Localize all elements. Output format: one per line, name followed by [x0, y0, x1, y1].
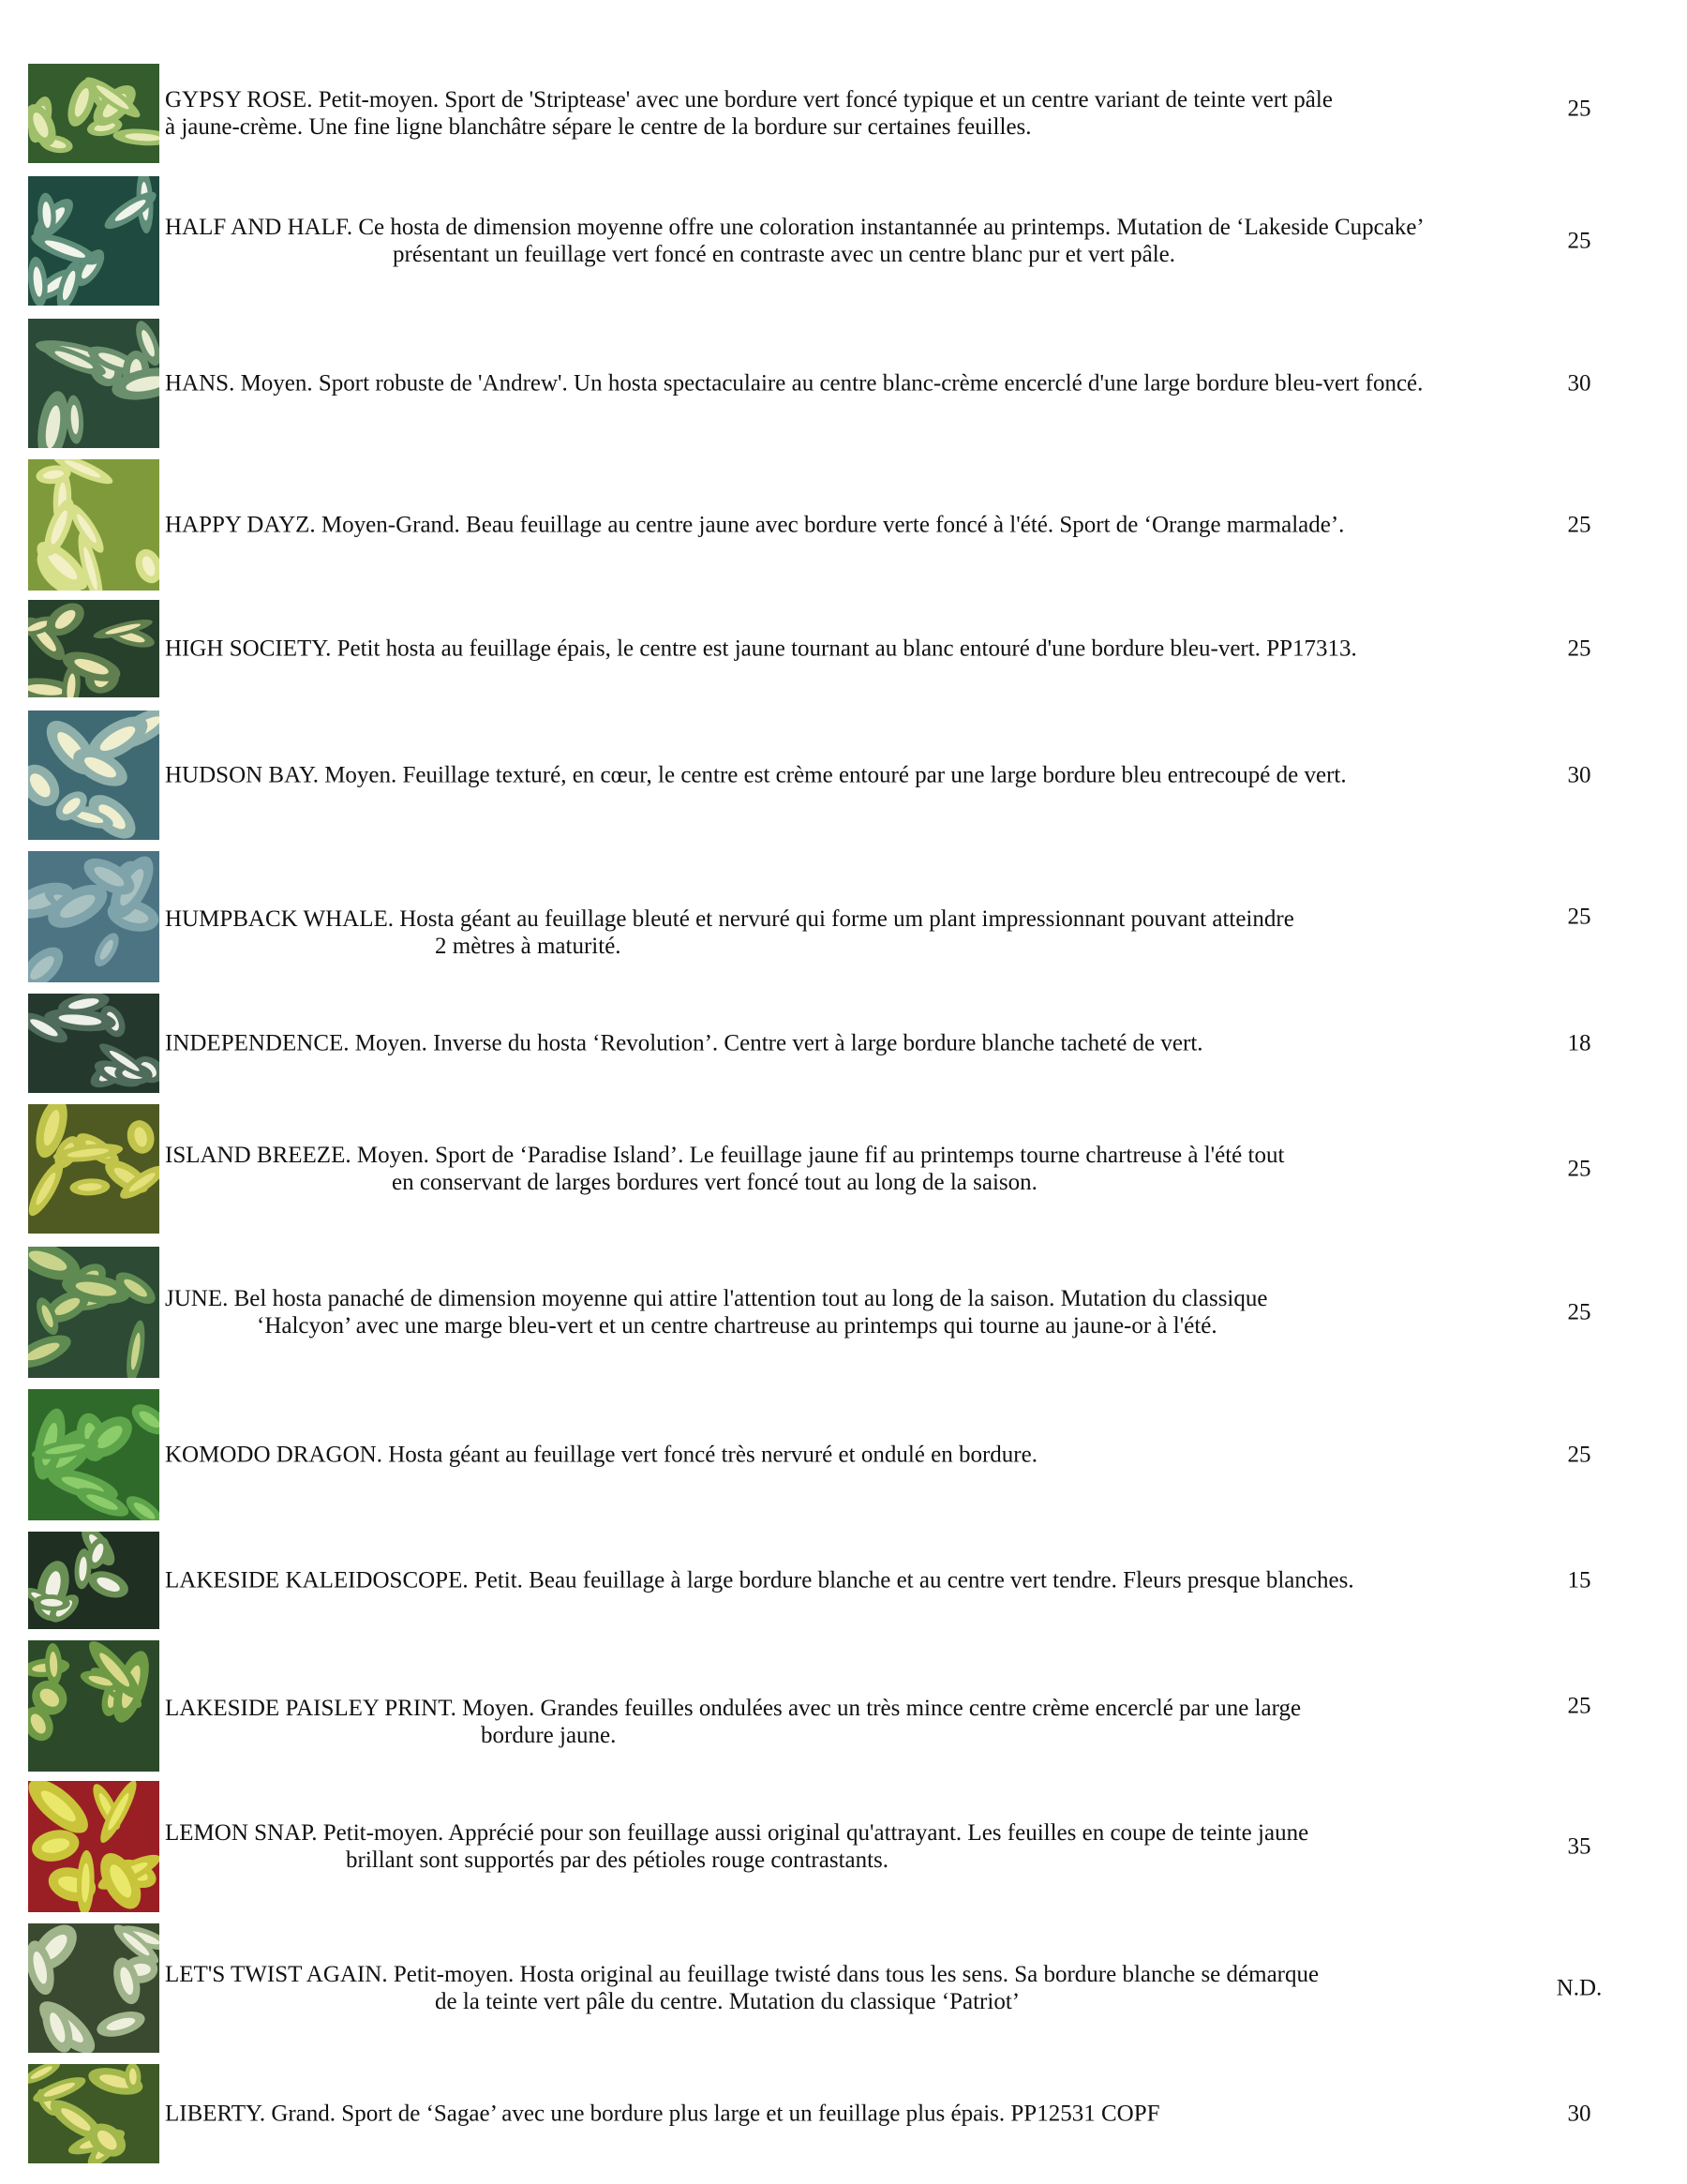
description-line-2: 2 mètres à maturité.	[435, 933, 621, 959]
description-line-2: présentant un feuillage vert foncé en contraste avec un centre blanc pur et vert pâle.	[393, 242, 1176, 267]
variety-description	[165, 1819, 1552, 1874]
description-line-1: LEMON SNAP. Petit-moyen. Apprécié pour son feuillage aussi original qu'attrayant. Les feuilles en coupe de teinte jaune	[165, 1820, 1309, 1846]
hosta-photo	[28, 1640, 159, 1772]
price: 25	[1567, 1299, 1591, 1325]
catalog-row	[0, 711, 1687, 840]
description-line-1: HUDSON BAY. Moyen. Feuillage texturé, en cœur, le centre est crème entouré par une large bordure bleu entrecoupé de vert.	[165, 762, 1347, 788]
catalog-row	[0, 459, 1687, 591]
hosta-photo	[28, 600, 159, 697]
catalog-row	[0, 1247, 1687, 1378]
price: 25	[1567, 512, 1591, 538]
description-line-2: ‘Halcyon’ avec une marge bleu-vert et un centre chartreuse au printemps qui tourne au jaune-or à l'été.	[257, 1313, 1217, 1339]
variety-description	[165, 370, 1552, 397]
price: 30	[1567, 762, 1591, 788]
description-line-1: JUNE. Bel hosta panaché de dimension moyenne qui attire l'attention tout au long de la saison. Mutation du classique	[165, 1286, 1268, 1311]
hosta-photo	[28, 711, 159, 840]
hosta-photo	[28, 1923, 159, 2053]
description-line-1: HAPPY DAYZ. Moyen-Grand. Beau feuillage au centre jaune avec bordure verte foncé à l'été. Sport de ‘Orange marmalade’.	[165, 512, 1345, 538]
hosta-photo	[28, 459, 159, 591]
variety-description	[165, 905, 1552, 960]
description-line-1: GYPSY ROSE. Petit-moyen. Sport de 'Striptease' avec une bordure vert foncé typique et un centre variant de teinte vert pâle	[165, 87, 1333, 112]
catalog-row	[0, 64, 1687, 163]
catalog-row	[0, 1640, 1687, 1772]
hosta-photo	[28, 1389, 159, 1520]
description-line-2: en conservant de larges bordures vert foncé tout au long de la saison.	[392, 1170, 1038, 1195]
variety-description	[165, 1142, 1552, 1196]
catalog-row	[0, 2064, 1687, 2163]
variety-description	[165, 86, 1552, 141]
price: 25	[1567, 228, 1591, 254]
description-line-1: HIGH SOCIETY. Petit hosta au feuillage épais, le centre est jaune tournant au blanc entouré d'une bordure bleu-vert. PP17313.	[165, 636, 1357, 662]
variety-description	[165, 2101, 1552, 2128]
price: 30	[1567, 370, 1591, 396]
variety-description	[165, 762, 1552, 789]
price: 25	[1567, 636, 1591, 662]
hosta-photo	[28, 1532, 159, 1629]
variety-description	[165, 214, 1552, 268]
description-line-1: LAKESIDE KALEIDOSCOPE. Petit. Beau feuillage à large bordure blanche et au centre vert tendre. Fleurs presque blanches.	[165, 1567, 1354, 1593]
hosta-photo	[28, 319, 159, 448]
price: 25	[1567, 904, 1591, 930]
description-line-1: LET'S TWIST AGAIN. Petit-moyen. Hosta original au feuillage twisté dans tous les sens. Sa bordure blanche se démarque	[165, 1962, 1320, 1987]
description-line-2: brillant sont supportés par des pétioles rouge contrastants.	[346, 1847, 889, 1873]
hosta-photo	[28, 851, 159, 982]
catalog-row	[0, 319, 1687, 448]
catalog-row	[0, 1104, 1687, 1234]
price: 18	[1567, 1030, 1591, 1056]
variety-description	[165, 1695, 1552, 1749]
variety-description	[165, 1442, 1552, 1469]
description-line-2: à jaune-crème. Une fine ligne blanchâtre sépare le centre de la bordure sur certaines feuilles.	[165, 114, 1032, 140]
catalog-row	[0, 1781, 1687, 1912]
price: 30	[1567, 2101, 1591, 2127]
catalog-row	[0, 176, 1687, 306]
variety-description	[165, 636, 1552, 663]
description-line-2: bordure jaune.	[481, 1722, 617, 1748]
variety-description	[165, 1030, 1552, 1057]
description-line-1: HUMPBACK WHALE. Hosta géant au feuillage bleuté et nervuré qui forme um plant impressionnant pouvant atteindre	[165, 905, 1294, 932]
description-line-1: LIBERTY. Grand. Sport de ‘Sagae’ avec une bordure plus large et un feuillage plus épais. PP12531 COPF	[165, 2101, 1160, 2127]
catalog-row	[0, 600, 1687, 697]
hosta-photo	[28, 2064, 159, 2163]
hosta-photo	[28, 994, 159, 1093]
description-line-2: de la teinte vert pâle du centre. Mutation du classique ‘Patriot’	[435, 1989, 1021, 2014]
description-line-1: ISLAND BREEZE. Moyen. Sport de ‘Paradise Island’. Le feuillage jaune fif au printemps tourne chartreuse à l'été tout	[165, 1143, 1285, 1168]
price: 25	[1567, 1442, 1591, 1468]
catalog-row	[0, 851, 1687, 982]
description-line-1: KOMODO DRAGON. Hosta géant au feuillage vert foncé très nervuré et ondulé en bordure.	[165, 1442, 1038, 1468]
price: 35	[1567, 1833, 1591, 1860]
hosta-photo	[28, 1781, 159, 1912]
variety-description	[165, 512, 1552, 539]
hosta-photo	[28, 1104, 159, 1234]
price: 25	[1567, 96, 1591, 122]
price: N.D.	[1556, 1975, 1603, 2001]
catalog-row	[0, 1532, 1687, 1629]
hosta-photo	[28, 1247, 159, 1378]
description-line-1: HALF AND HALF. Ce hosta de dimension moyenne offre une coloration instantannée au printemps. Mutation de ‘Lakeside Cupcake’	[165, 215, 1425, 240]
catalog-row	[0, 994, 1687, 1093]
description-line-1: INDEPENDENCE. Moyen. Inverse du hosta ‘Revolution’. Centre vert à large bordure blanche tacheté de vert.	[165, 1030, 1203, 1056]
variety-description	[165, 1567, 1552, 1594]
catalog-row	[0, 1389, 1687, 1520]
hosta-photo	[28, 176, 159, 306]
price: 25	[1567, 1693, 1591, 1719]
price: 15	[1567, 1567, 1591, 1593]
variety-description	[165, 1961, 1552, 2015]
description-line-1: LAKESIDE PAISLEY PRINT. Moyen. Grandes feuilles ondulées avec un très mince centre crème encerclé par une large	[165, 1695, 1302, 1721]
description-line-1: HANS. Moyen. Sport robuste de 'Andrew'. Un hosta spectaculaire au centre blanc-crème encerclé d'une large bordure bleu-vert foncé.	[165, 370, 1424, 396]
hosta-photo	[28, 64, 159, 163]
price: 25	[1567, 1156, 1591, 1182]
variety-description	[165, 1285, 1552, 1339]
catalog-row	[0, 1923, 1687, 2053]
